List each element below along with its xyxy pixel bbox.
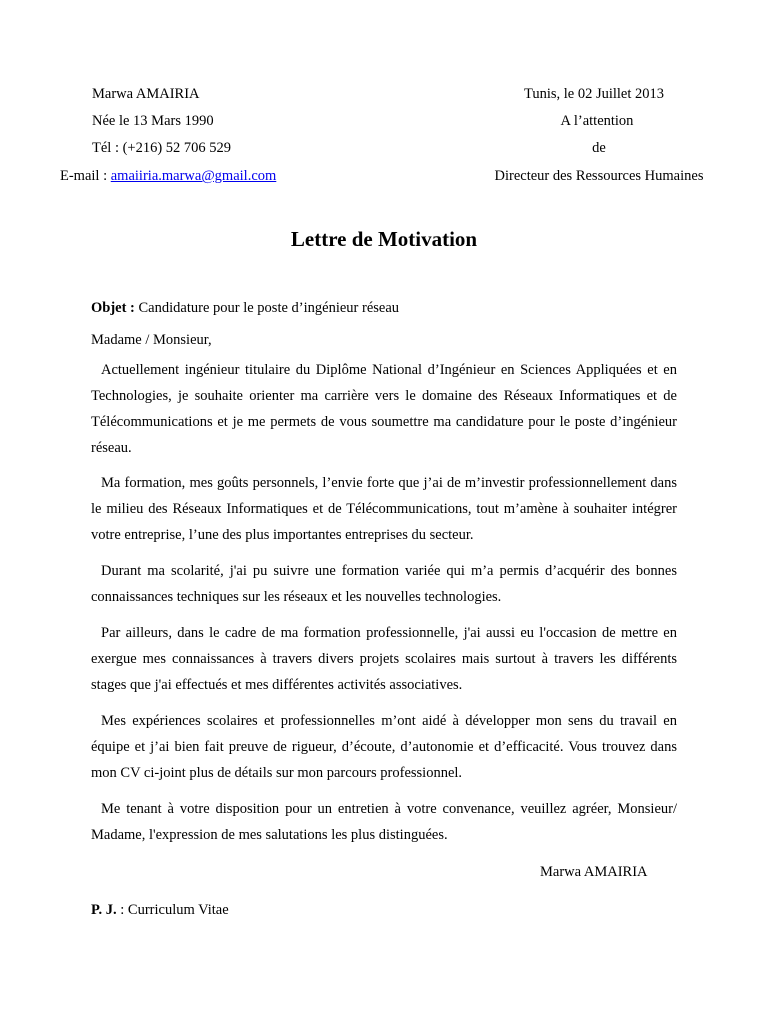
body-paragraph-2: Ma formation, mes goûts personnels, l’envie forte que j’ai de m’investir professionnellement dans le milieu des Réseaux Informatiques et de Télécommunications, tout m’amène à souhaiter intégrer votre entreprise, l’une des plus importantes entreprises du secteur. xyxy=(91,475,677,543)
sender-name: Marwa AMAIRIA xyxy=(92,86,200,102)
body-paragraph-5: Mes expériences scolaires et professionnelles m’ont aidé à développer mon sens du travail en équipe et j’ai bien fait preuve de rigueur, d’écoute, d’autonomie et d’efficacité. Vous trouvez dans mon CV ci-joint plus de détails sur mon parcours professionnel. xyxy=(91,713,677,781)
signature-name: Marwa AMAIRIA xyxy=(540,864,648,880)
sender-birth-date: Née le 13 Mars 1990 xyxy=(92,113,214,129)
body-paragraph-4: Par ailleurs, dans le cadre de ma formation professionnelle, j'ai aussi eu l'occasion de mettre en exergue mes connaissances à travers divers projets scolaires mais surtout à travers les différents stages que j'ai effectués et mes différentes activités associatives. xyxy=(91,625,677,693)
subject-label: Objet : xyxy=(91,300,135,316)
attachment-line xyxy=(91,902,229,919)
recipient-title: Directeur des Ressources Humaines xyxy=(494,168,704,184)
letter-title: Lettre de Motivation xyxy=(290,227,478,251)
body-paragraph-1: Actuellement ingénieur titulaire du Diplôme National d’Ingénieur en Sciences Appliquées et en Technologies, je souhaite orienter ma carrière vers le domaine des Réseaux Informatiques et de Télécommunications et je me permets de vous soumettre ma candidature pour le poste d’ingénieur réseau. xyxy=(91,362,677,456)
place-and-date: Tunis, le 02 Juillet 2013 xyxy=(523,86,665,102)
attachment-text: : Curriculum Vitae xyxy=(116,902,229,918)
salutation: Madame / Monsieur, xyxy=(91,332,212,348)
subject-text: Candidature pour le poste d’ingénieur réseau xyxy=(134,300,400,316)
body-paragraph-3: Durant ma scolarité, j'ai pu suivre une formation variée qui m’a permis d’acquérir des bonnes connaissances techniques sur les réseaux et les nouvelles technologies. xyxy=(91,563,677,605)
sender-email-link[interactable]: amaiiria.marwa@gmail.com xyxy=(110,168,277,184)
sender-email-label: E-mail : xyxy=(60,168,111,184)
sender-email-line xyxy=(60,168,276,185)
recipient-attention: A l’attention xyxy=(560,113,634,129)
recipient-de: de xyxy=(592,140,606,156)
attachment-label: P. J. xyxy=(91,902,117,918)
letter-subject xyxy=(91,300,399,317)
sender-phone: Tél : (+216) 52 706 529 xyxy=(92,140,232,156)
body-paragraph-6: Me tenant à votre disposition pour un entretien à votre convenance, veuillez agréer, Monsieur/ Madame, l'expression de mes salutations les plus distinguées. xyxy=(91,801,677,843)
